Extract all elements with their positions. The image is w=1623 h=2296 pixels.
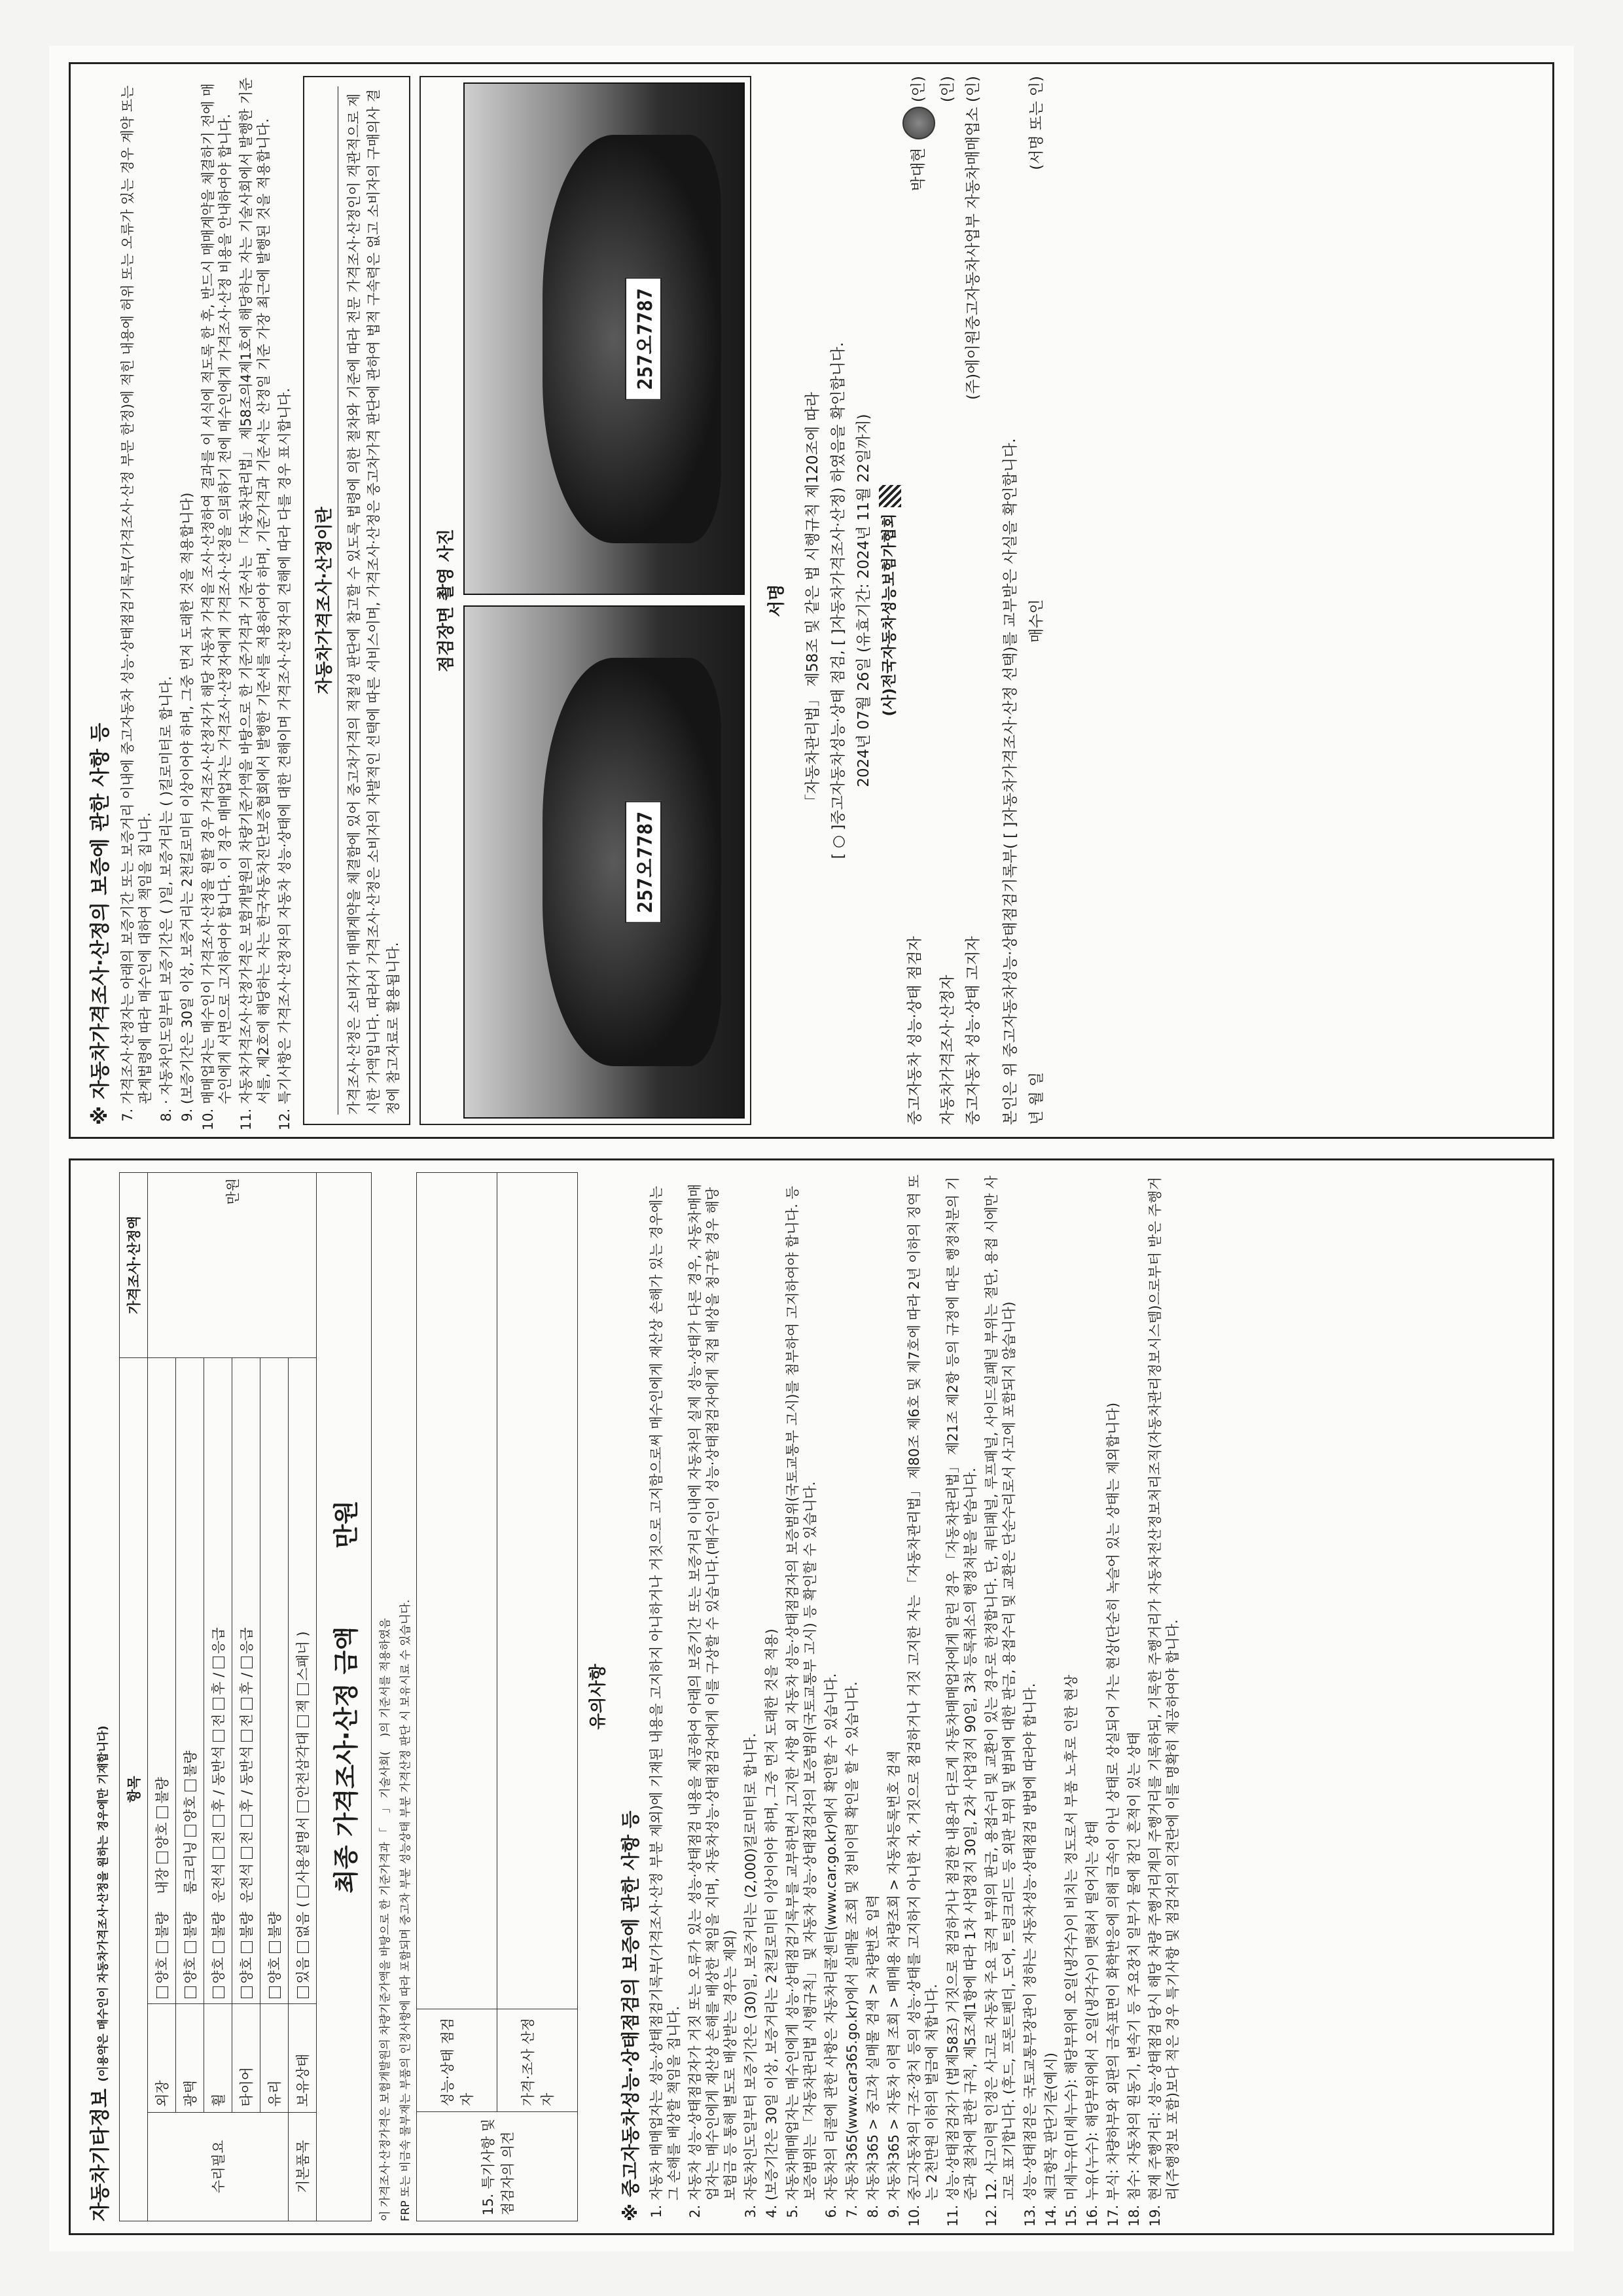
option-label: 양호 [183, 1957, 198, 1984]
repair-group-label: 수리필요 [148, 2112, 289, 2221]
page-content [62, 56, 1561, 2242]
checkbox[interactable] [241, 1986, 253, 1998]
checkbox[interactable] [269, 1941, 281, 1953]
checkbox[interactable] [241, 1847, 253, 1859]
checkbox[interactable] [241, 1698, 253, 1710]
signer-c-label: 중고자동차 성능·상태 고지자 [965, 936, 982, 1125]
warranty-item: 3. 자동차인도일부터 보증기간은 (30)일, 보증거리는 (2,000)킬로미터로 합니다. [742, 1172, 760, 2200]
warranty-item: 15. 미세누유(미세누수): 해당부위에 오일(냉각수)이 비치는 정도로서 부품 노후로 인한 현상 [1063, 1172, 1080, 2200]
signer-c-sign [961, 76, 986, 400]
checkbox[interactable] [213, 1698, 224, 1710]
checkbox[interactable] [156, 1986, 168, 1998]
final-price-row [317, 1173, 372, 2221]
option-label: 전 [211, 1831, 226, 1845]
warranty-item: 4. (보증기간은 30일 이상, 보증거리는 2천킬로미터 이상이어야 하며, 그중 먼저 도래한 것을 적용) [763, 1172, 781, 2200]
option-label: 불량 [183, 1911, 198, 1939]
warranty-item: 13. 성능·상태점검은 국토교통부장관이 정하는 자동차성능·상태점검 방법에 따라야 합니다. [1022, 1172, 1039, 2200]
rear-photo [463, 82, 745, 596]
option-label: 불량 [154, 1777, 170, 1804]
photo-row [463, 82, 745, 1119]
license-plate: 257오7787 [625, 278, 662, 400]
checkbox[interactable] [185, 1825, 196, 1837]
appraisal-item: 9. (보증기간은 30일 이상, 보증거리는 2천킬로미터 이상이어야 하며, 그중 먼저 도래한 것을 적용합니다) [179, 76, 196, 1104]
checkbox[interactable] [213, 1730, 224, 1742]
special-row-a [417, 1173, 497, 2221]
checkbox[interactable] [297, 1941, 309, 1953]
option-label: 있음 [295, 1957, 311, 1984]
option-label: 양호 [154, 1822, 170, 1849]
left-column [69, 1158, 1554, 2235]
stamp-mark: (인) [910, 76, 927, 103]
basis-note-c: )의 기준서를 적용하였음 [379, 1618, 392, 1737]
warranty-item: 5. 자동차매매업자는 매수인에게 성능·상태점검기록부를 교부하면서 고지한 사항 외 자동차 성능·상태점검자의 보증범위(국토교통부 고시)를 첨부하여 고지하여야 합니다. 등 보증범위는 「자동차관리법 시행규칙」 및 자동차 성능·상태점검자의 보증범위(국토교통부 고시) 등 확인할 수 있습니다. [784, 1172, 819, 2200]
option-label: 룸크리닝 [183, 1841, 198, 1895]
signer-a-row [902, 76, 935, 1125]
checkbox[interactable] [241, 1730, 253, 1742]
row-options [148, 1357, 176, 2003]
option-label: 응급 [211, 1627, 226, 1655]
stamp-mark: (인) [965, 76, 982, 103]
warranty-item: 18. 침수: 자동차의 원동기, 변속기 등 주요장치 일부가 물에 잠긴 흔적이 있는 상태 [1126, 1172, 1143, 2200]
checkbox[interactable] [156, 1806, 168, 1818]
special-table [416, 1172, 578, 2221]
signature-block [800, 76, 1050, 1125]
sign-check-tail: ) 하였음을 확인합니다. [829, 342, 847, 493]
basic-group-label: 기본품목 [289, 2112, 317, 2221]
option-label: 양호 [239, 1957, 255, 1984]
special-label: 15. 특기사항 및 점검자의 의견 [417, 2112, 578, 2221]
row-label: 보유상태 [289, 2003, 317, 2112]
other-info-note: (이용약은 매수인이 자동차가격조사·산정을 원하는 경우에만 기재합니다) [97, 1725, 110, 2082]
sign-date: 2024년 07월 26일 (유효기간: 2024년 11월 22일까지) [855, 414, 873, 787]
signer-c-name: (주)에이원중고자동차사업부 자동차매매업소 [965, 107, 982, 400]
warranty-item: 1. 자동차 매매업자는 성능·상태점검기록부(가격조사·산정 부분 제외)에 기재된 내용을 고지하지 아니하거나 거짓으로 고지함으로써 매수인에게 재산상 손해가 있는 경우에는 그 손해를 배상할 책임을 집니다. [648, 1172, 683, 2200]
header-item: 항목 [120, 1357, 148, 2221]
checkbox[interactable] [213, 1657, 224, 1668]
option-label: 양호 [183, 1795, 198, 1823]
basis-note-a: 이 가격조사·산정가격은 보험개발원의 차량기준가액을 바탕으로 한 기준가격과 「 [379, 1827, 392, 2221]
appraiser-opinion [497, 1173, 578, 2009]
stamp-mark: (인) [939, 76, 957, 103]
appraisal-item: 11. 자동차가격조사·산정가격은 보험개발원의 차량기준가액을 바탕으로 한 기준가격과 기준서는 「자동차관리법」 제58조의4제1호에 해당하는 자는 기술사회에서 발행한 기준서를, 제2호에 해당하는 자는 한국자동차진단보증협회에서 발행한 기준서를 적용하여야 하며, 기준가격과 기준서는 산정일 기준 가장 최근에 발행된 것을 적용합니다. [238, 76, 273, 1104]
final-price-cell [317, 1173, 372, 2221]
checkbox[interactable] [241, 1815, 253, 1827]
option-label: 양호 [267, 1957, 283, 1984]
appraisal-notice [303, 76, 410, 1125]
warranty-item: 9. 자동차365 > 자동차 이력 조회 > 매매용 차량조회 > 자동차등록번호 검색 [885, 1172, 903, 2200]
photo-section [419, 76, 751, 1125]
passenger-label: 동반석 [239, 1746, 255, 1786]
warranty-item: 7. 자동차365(www.car365.go.kr)에서 실매물 조회 및 정비이력 확인을 할 수 있습니다. [844, 1172, 861, 2200]
other-info-title-text: 자동차기타정보 [89, 2089, 112, 2221]
checkbox[interactable] [297, 1986, 309, 1998]
signer-a-label: 중고자동차 성능·상태 점검자 [906, 936, 924, 1125]
buyer-date: 년 월 일 [1027, 1071, 1045, 1125]
row-label: 타이어 [232, 2003, 260, 2112]
option-label: 안전삼각대 [295, 1731, 311, 1799]
checkbox[interactable] [156, 1852, 168, 1863]
appraisal-list [119, 76, 294, 1125]
warranty-item: 19. 현재 주행거리: 성능·상태점검 당시 해당 차량 주행거리계의 주행거리를 기록하되, 기록한 주행거리가 자동차전산정보처리조직(자동차관리정보시스템)으로부터 받은 주행거리(주행정보 포함)보다 적은 경우 특기사항 및 점검자의 의견란에 이를 명확히 제공하여야 합니다. [1147, 1172, 1182, 2200]
option-label: 후 [211, 1799, 226, 1813]
buyer-confirm: 본인은 위 중고자동차성능·상태점검기록부( [ ]자동차가격조사·산정 선택)를 교부받은 사실을 확인합니다. [1002, 438, 1020, 1125]
option-label: 스패너 [295, 1641, 311, 1681]
row-label: 외장 [148, 2003, 176, 2112]
checkbox[interactable] [297, 1886, 309, 1897]
interior-label: 내장 [154, 1867, 170, 1895]
checkbox[interactable] [241, 1657, 253, 1668]
photo-caption: 점검장면 촬영 사진 [436, 528, 456, 673]
warranty-title: ※ 중고자동차성능·상태점검의 보증에 관한 사항 등 [620, 1810, 641, 2221]
document-sheet [49, 46, 1574, 2251]
passenger-label: 동반석 [211, 1746, 226, 1786]
sign-lead: 「자동차관리법」 제58조 및 같은 법 시행규칙 제120조에 따라 [804, 392, 821, 809]
repair-table [119, 1172, 372, 2221]
buyer-row [1024, 76, 1050, 1125]
sign-check: [ ○ ]중고자동차성능·상태 점검, [ ]자동차가격조사·산정 [829, 493, 847, 859]
repair-table-header [120, 1173, 148, 2221]
option-label: 전 [239, 1713, 255, 1727]
warranty-item: 16. 누유(누수): 해당부위에서 오일(냉각수)이 맺혀서 떨어지는 상태 [1084, 1172, 1101, 2200]
checkbox[interactable] [213, 1941, 224, 1953]
row-options [260, 1357, 289, 2003]
row-options [176, 1357, 204, 2003]
other-info-title [84, 1172, 113, 2221]
price-cell [148, 1173, 317, 1358]
checkbox[interactable] [297, 1801, 309, 1812]
driver-label: 운전석 [239, 1863, 255, 1903]
row-label: 휠 [204, 2003, 232, 2112]
appraisal-warranty-title: ※ 자동차가격조사·산정의 보증에 관한 사항 등 [89, 723, 112, 1125]
inspector-opinion [417, 1173, 497, 2009]
warranty-list [648, 1172, 1182, 2221]
buyer-label: 매수인 [1027, 599, 1045, 643]
option-label: 불량 [154, 1911, 170, 1939]
checkbox[interactable] [297, 1683, 309, 1695]
signer-a-sign [902, 76, 935, 191]
option-label: 불량 [267, 1911, 283, 1939]
checkbox[interactable] [241, 1941, 253, 1953]
basis-note-b: 」 기술사회( [379, 1751, 392, 1814]
notice-title: 자동차가격조사·산정이란 [311, 86, 338, 1115]
signer-b-row [935, 76, 961, 1125]
appraisal-item: 8. · 자동차인도일부터 보증기간은 ( )일, 보증거리는 ( )킬로미터로 합니다. [158, 76, 175, 1104]
org-line [877, 76, 902, 1125]
warranty-item: 8. 자동차365 > 중고차 실매물 검색 > 차량번호 입력 [865, 1172, 882, 2200]
rotated-page [62, 56, 1561, 2242]
checkbox[interactable] [185, 1986, 196, 1998]
signer-c-row [961, 76, 986, 1125]
option-label: 잭 [295, 1699, 311, 1713]
header-price: 가격조사·산정액 [120, 1173, 148, 1358]
option-label: 불량 [211, 1911, 226, 1939]
basis-note [376, 1172, 392, 2221]
checkbox[interactable] [213, 1986, 224, 1998]
row-label: 광택 [176, 2003, 204, 2112]
checkbox[interactable] [185, 1780, 196, 1791]
signer-a-name: 박대현 [910, 147, 927, 192]
option-label: 없음 [295, 1911, 311, 1939]
qr-code-icon [879, 485, 901, 507]
driver-label: 운전석 [211, 1863, 226, 1903]
warranty-item: 11. 성능·상태점검자가 (법제58조) 거짓으로 점검하거나 점검한 내용과 다르게 자동차매매업자에게 알린 경우 「자동차관리법」 제21조 제2항 등의 규정에 따른 행정처분의 기준과 절차에 관한 규칙, 제5조제1항에 따라 1차 사업정지 30일, 2차 사업정지 90일, 3차 등록취소의 행정처분을 받습니다. [944, 1172, 980, 2200]
notice-text: 가격조사·산정은 소비자가 매매계약을 체결함에 있어 중고차가격의 적절성 판단에 참고할 수 있도록 법령에 의한 절차와 기준에 따라 전문 가격조사·산정인이 객관적으로 제시한 가액입니다. 따라서 가격조사·산정은 소비자의 자발적인 선택에 따른 서비스이며, 가격조사·산정은 중고차가격 판단에 관하여 법적 구속력은 없고 소비자의 구매의사 결정에 참고자료로 활용됩니다. [346, 89, 401, 1115]
warranty-item: 6. 자동차의 리콜에 관한 사항은 자동차리콜센터(www.car.go.kr)에서 확인할 수 있습니다. [823, 1172, 840, 2200]
warranty-item: 17. 부식: 차량하부와 외판의 금속표면이 화학반응에 의해 금속이 아닌 상태로 상실되어 가는 현상(단순히 녹슬어 있는 상태는 제외합니다) [1105, 1172, 1122, 2200]
org-name: (사)전국자동차성능보험가협회 [881, 513, 899, 717]
checkbox[interactable] [185, 1941, 196, 1953]
checkbox[interactable] [297, 1715, 309, 1727]
sign-title: 서명 [766, 584, 787, 617]
warranty-item: 12. 12. 사고이력 인정은 사고로 자동차 주요 골격 부위의 판금, 용접수리 및 교환이 있는 경우로 한정합니다. 단, 쿼터패널, 루프패널, 사이드실패널 부위는 절단, 용접 시에만 사고로 표기합니다. (후드, 프론트펜더, 도어, 트렁크리드 등 외판 부위 및 범퍼에 대한 판금, 용접수리 및 교환은 단순수리로서 사고에 포함되지 않습니다) [983, 1172, 1018, 2200]
signer-b-label: 자동차가격조사·산정자 [939, 975, 957, 1125]
row-options: 양호 불량 운전석 전 후 / 동반석 전 후 / 응급 [204, 1357, 232, 2003]
appraisal-item: 7. 가격조사·산정자는 아래의 보증기간 또는 보증거리 이내에 중고자동차 성능·상태점검기록부(가격조사·산정 부문 한정)에 적힌 내용에 허위 또는 오류가 있는 경우 계약 또는 관계법령에 따라 매수인에 대하여 책임을 집니다. [119, 76, 154, 1104]
warranty-item: 14. 체크항목 판단기준(예시) [1043, 1172, 1060, 2200]
option-label: 양호 [211, 1957, 226, 1984]
warranty-item: 10. 중고자동차의 구조·장치 등의 성능·상태를 고지하지 아니한 자, 거짓으로 점검하거나 거짓 고지한 자는 「자동차관리법」 제80조 제6호 및 제7호에 따라 2년 이하의 징역 또는 2천만원 이하의 벌금에 처합니다. [906, 1172, 941, 2200]
seal-stamp-icon [902, 107, 935, 139]
license-plate: 257오7787 [625, 801, 662, 924]
row-options: 있음 없음 ( 사용설명서 안전삼각대 잭 스패너 ) [289, 1357, 317, 2003]
option-label: 사용설명서 [295, 1816, 311, 1884]
option-label: 전 [239, 1831, 255, 1845]
price-unit: 만원 [224, 1178, 241, 1205]
option-label: 후 [211, 1681, 226, 1695]
warranty-item: 2. 자동차 성능·상태점검자가 거짓 또는 오류가 있는 성능·상태점검 내용을 제공하여 아래의 보증기간 또는 보증거리 이내에 자동차의 실제 성능·상태가 다른 경우, 자동차매매업자는 매수인에게 재산상 손해를 배상한 책임을 지며, 자동차성능·상태점검자에게 이를 구상할 수 있습니다.(매수인이 성능·상태점검자에게 직접 배상을 청구할 경우 해당 보험금 등 통해 별도로 배상받는 경우는 제외) [687, 1172, 740, 2200]
buyer-sign: (서명 또는 인) [1027, 76, 1045, 170]
special-row-b [497, 1173, 578, 2221]
option-label: 응급 [239, 1627, 255, 1655]
appraisal-item: 12. 특기사항은 가격조사·산정자의 자동차 성능·상태에 대한 견해이며 가격조사·산정자의 견해에 따라 다를 경우 표시합니다. [276, 76, 294, 1104]
option-label: 전 [211, 1713, 226, 1727]
right-column [69, 62, 1554, 1139]
sign-check-line [826, 76, 851, 1125]
checkbox[interactable] [269, 1986, 281, 1998]
repair-row-exterior [148, 1173, 176, 2221]
checkbox[interactable] [213, 1815, 224, 1827]
option-label: 불량 [239, 1911, 255, 1939]
row-options: 양호 불량 운전석 전 후 / 동반석 전 후 / 응급 [232, 1357, 260, 2003]
final-price-label: 최종 가격조사·산정 금액 [332, 1626, 361, 1893]
checkbox[interactable] [156, 1941, 168, 1953]
final-price-unit: 만원 [332, 1500, 361, 1549]
option-label: 양호 [154, 1957, 170, 1984]
appraiser-label: 가격·조사 산정자 [497, 2009, 578, 2112]
option-label: 후 [239, 1681, 255, 1695]
frp-note: FRP 또는 비금속 물부재는 부품의 인정사항에 따라 포함되며 중고차 부분 성능상태 부분 가격산정 판단 시 보유시료 수 있습니다. [399, 1599, 412, 2221]
caution-title: 유의사항 [588, 1664, 608, 1730]
row-label: 유리 [260, 2003, 289, 2112]
option-label: 불량 [183, 1750, 198, 1778]
checkbox[interactable] [213, 1847, 224, 1859]
front-photo [463, 606, 745, 1119]
option-label: 후 [239, 1799, 255, 1813]
inspector-label: 성능·상태 점검자 [417, 2009, 497, 2112]
appraisal-item: 10. 매매업자는 매수인이 가격조사·산정을 원할 경우 가격조사·산정자가 해당 자동차 가격을 조사·산정하여 결과를 이 서식에 적도록 한 후, 반드시 매매계약을 체결하기 전에 매수인에게 서면으로 고지하여야 합니다. 이 경우 매매업자는 가격조사·산정자에게 가격조사·산정을 의뢰하기 전에 매수인에게 가격조사·산정 비용을 안내하여야 합니다. [200, 76, 235, 1104]
